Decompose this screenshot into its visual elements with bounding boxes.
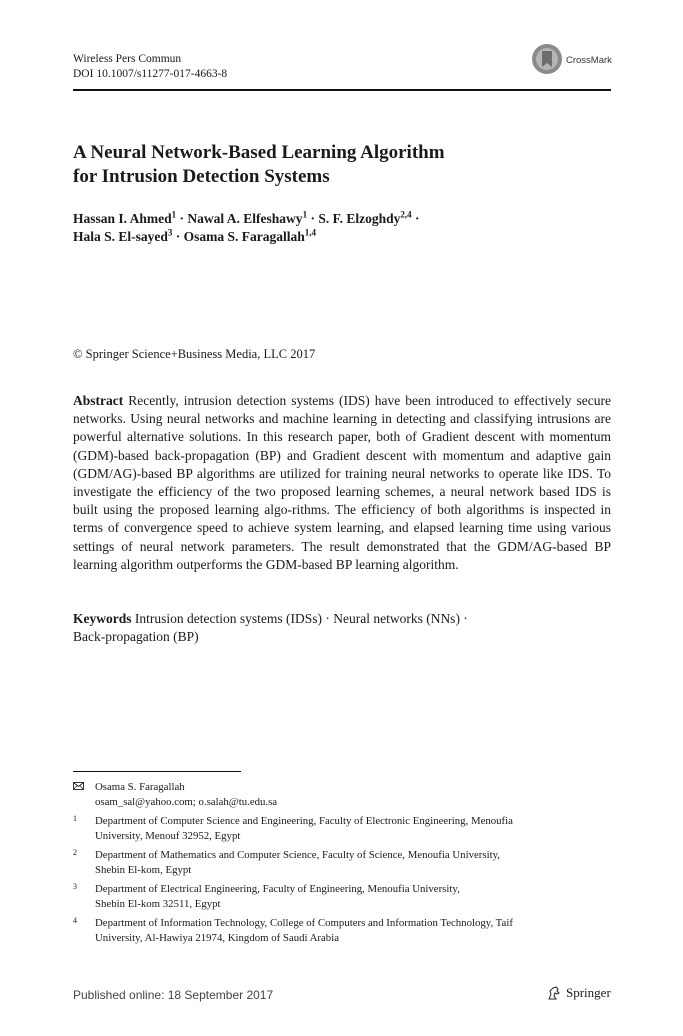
author-name: Nawal A. Elfeshawy bbox=[187, 211, 303, 226]
keywords-text-1: Intrusion detection systems (IDSs) · Neural networks (NNs) · bbox=[134, 611, 468, 626]
author-separator: · bbox=[176, 211, 188, 226]
authors-line-1 bbox=[73, 210, 613, 228]
crossmark-badge[interactable] bbox=[531, 43, 613, 79]
keywords bbox=[73, 610, 611, 646]
affiliation-number: 2 bbox=[73, 848, 77, 857]
header-rule bbox=[73, 89, 611, 91]
affiliation bbox=[73, 814, 611, 843]
affiliation bbox=[73, 916, 611, 945]
author-list bbox=[73, 210, 613, 246]
doi: DOI 10.1007/s11277-017-4663-8 bbox=[73, 68, 228, 80]
corresponding-author bbox=[73, 780, 611, 809]
author-affiliation: 1 bbox=[302, 209, 308, 220]
author-separator: · bbox=[307, 211, 319, 226]
affiliation-line: Department of Computer Science and Engineering, Faculty of Electronic Engineering, Menoufia bbox=[95, 815, 513, 827]
paper-title bbox=[73, 141, 593, 189]
keywords-label: Keywords bbox=[73, 611, 132, 626]
author-affiliation: 3 bbox=[167, 227, 173, 238]
affiliation bbox=[73, 848, 611, 877]
affiliation bbox=[73, 882, 611, 911]
keywords-line-1 bbox=[73, 610, 611, 628]
author-separator: · bbox=[172, 229, 184, 244]
footnote-rule bbox=[73, 771, 241, 772]
author-separator: · bbox=[411, 211, 420, 226]
published-date: Published online: 18 September 2017 bbox=[73, 988, 274, 1002]
publisher-name: Springer bbox=[566, 985, 611, 1000]
springer-horse-icon bbox=[546, 985, 562, 1001]
authors-line-2 bbox=[73, 228, 613, 246]
title-line-2: for Intrusion Detection Systems bbox=[73, 166, 330, 187]
crossmark-icon bbox=[531, 43, 563, 75]
affiliation-line: Department of Mathematics and Computer Science, Faculty of Science, Menoufia University, bbox=[95, 849, 500, 861]
keywords-text-2: Back-propagation (BP) bbox=[73, 629, 199, 645]
crossmark-label: CrossMark bbox=[566, 55, 612, 66]
affiliation-number: 3 bbox=[73, 882, 77, 891]
title-line-1: A Neural Network-Based Learning Algorithm bbox=[73, 142, 445, 163]
affiliation-line: Shebin El-kom, Egypt bbox=[95, 863, 192, 876]
author-name: Osama S. Faragallah bbox=[183, 229, 305, 244]
affiliation-number: 1 bbox=[73, 814, 77, 823]
affiliation-line: Shebin El-kom 32511, Egypt bbox=[95, 897, 221, 910]
corresponding-name: Osama S. Faragallah bbox=[95, 781, 185, 793]
affiliation-line: Department of Information Technology, College of Computers and Information Technology, Taif bbox=[95, 917, 513, 929]
affiliation-number: 4 bbox=[73, 916, 77, 925]
copyright-notice: © Springer Science+Business Media, LLC 2017 bbox=[73, 347, 316, 361]
author-name: Hala S. El-sayed bbox=[73, 229, 168, 244]
author-name: Hassan I. Ahmed bbox=[73, 211, 172, 226]
affiliation-line: University, Menouf 32952, Egypt bbox=[95, 829, 241, 842]
abstract-text: Recently, intrusion detection systems (IDS) have been introduced to effectively secure networks. Using neural networks and machine learning in detecting and classifying intrusions are powerful alternative solutions. In this research paper, both of Gradient descent with momentum (GDM)-based back-propagation (BP) and Gradient descent with momentum and adaptive gain (GDM/AG)-based BP algorithms are utilized for training neural networks to operate like IDS. To investigate the efficiency of the two proposed learning schemes, a neural network based IDS is built using the proposed learning algo-rithms. The efficiency of both algorithms is inspected in terms of convergence speed to achieve system learning, and elapsed learning time using various settings of neural network parameters. The result demonstrated that the GDM/AG-based BP learning algorithm outperforms the GDM-based BP learning algorithm. bbox=[73, 393, 611, 572]
author-affiliation: 2,4 bbox=[400, 209, 412, 220]
corresponding-email[interactable]: osam_sal@yahoo.com; o.salah@tu.edu.sa bbox=[95, 795, 278, 808]
affiliation-line: Department of Electrical Engineering, Faculty of Engineering, Menoufia University, bbox=[95, 883, 460, 895]
author-name: S. F. Elzoghdy bbox=[318, 211, 401, 226]
author-affiliation: 1,4 bbox=[304, 227, 317, 238]
publisher-logo bbox=[546, 985, 611, 1001]
footnotes bbox=[73, 780, 611, 950]
abstract bbox=[73, 392, 611, 574]
envelope-icon bbox=[73, 782, 84, 790]
affiliation-line: University, Al-Hawiya 21974, Kingdom of Saudi Arabia bbox=[95, 931, 339, 944]
journal-header bbox=[73, 52, 227, 82]
author-affiliation: 1 bbox=[171, 209, 177, 220]
journal-name: Wireless Pers Commun bbox=[73, 53, 182, 65]
abstract-label: Abstract bbox=[73, 393, 124, 408]
